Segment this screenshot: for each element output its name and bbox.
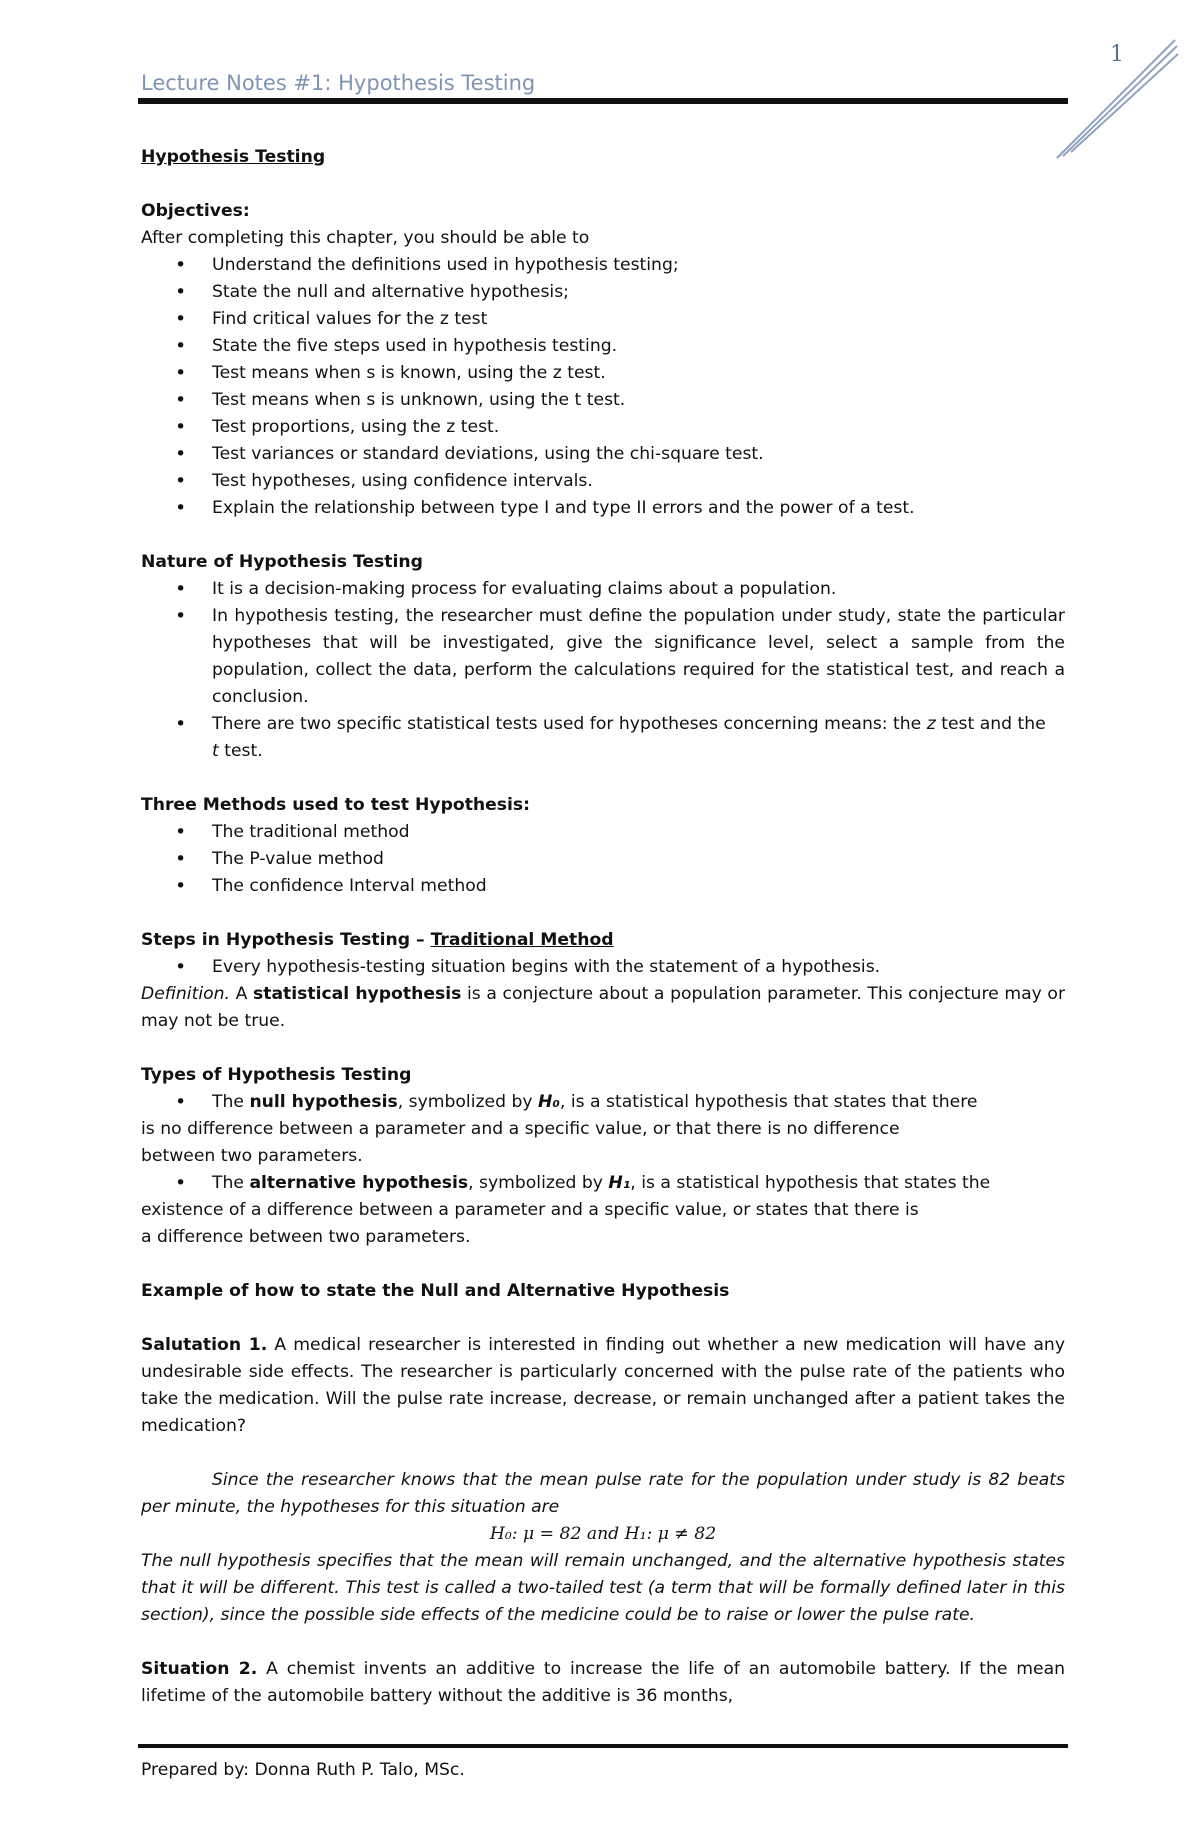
definition-label: Definition. <box>141 984 230 1004</box>
alternative-hypothesis-line: a difference between two parameters. <box>141 1227 471 1247</box>
page-content <box>141 144 1065 1710</box>
nature-item: • It is a decision-making process for evaluating claims about a population. <box>141 576 1065 603</box>
objective-item: • Find critical values for the z test <box>141 306 1065 333</box>
objective-item: • Test proportions, using the z test. <box>141 414 1065 441</box>
objectives-intro: After completing this chapter, you should be able to <box>141 228 590 248</box>
page-number: 1 <box>1110 42 1124 67</box>
types-list <box>141 1089 1065 1116</box>
alternative-hypothesis-item <box>141 1170 1065 1197</box>
nature-list <box>141 576 1065 765</box>
types-text: The <box>212 1092 250 1112</box>
null-hypothesis-term: null hypothesis <box>249 1092 398 1112</box>
nature-item: • In hypothesis testing, the researcher must define the population under study, state the particular hypotheses that will be investigated, give the significance level, select a sample from the population, collect the data, perform the calculations required for the statistical test, and reach a conclusion. <box>141 603 1065 711</box>
objective-item: • Test hypotheses, using confidence intervals. <box>141 468 1065 495</box>
definition-text: A <box>229 984 253 1004</box>
methods-list <box>141 819 1065 900</box>
method-item: • The traditional method <box>141 819 1065 846</box>
situation-1-paragraph <box>141 1332 1065 1440</box>
null-hypothesis-symbol: H₀ <box>538 1092 560 1112</box>
definition-term: statistical hypothesis <box>253 984 462 1004</box>
alternative-hypothesis-line: existence of a difference between a parameter and a specific value, or states that there is <box>141 1200 919 1220</box>
types-text: , is a statistical hypothesis that states the <box>630 1173 991 1193</box>
nature-item-text: There are two specific statistical tests used for hypotheses concerning means: the <box>212 714 927 734</box>
alternative-hypothesis-symbol: H₁ <box>608 1173 631 1193</box>
definition-paragraph <box>141 981 1065 1035</box>
definition-text: is a conjecture about a population parameter. This conjecture may or may not be true. <box>141 984 1066 1031</box>
situation-2-paragraph <box>141 1656 1065 1710</box>
header-title: Lecture Notes #1: Hypothesis Testing <box>141 71 536 95</box>
objective-item: • Explain the relationship between type I and type II errors and the power of a test. <box>141 495 1065 522</box>
t-symbol: t <box>212 741 219 761</box>
types-heading: Types of Hypothesis Testing <box>141 1065 412 1085</box>
page-title: Hypothesis Testing <box>141 147 326 167</box>
objectives-list <box>141 252 1065 522</box>
situation-1-text: A medical researcher is interested in finding out whether a new medication will have any undesirable side effects. The researcher is particularly concerned with the pulse rate of the patients who take the medication. Will the pulse rate increase, decrease, or remain unchanged after a patient takes the medication? <box>141 1335 1065 1436</box>
header-decoration-lines-icon <box>1055 36 1180 161</box>
objective-item: • Test means when s is unknown, using the t test. <box>141 387 1065 414</box>
steps-heading-prefix: Steps in Hypothesis Testing – <box>141 930 431 950</box>
header-divider <box>138 98 1068 104</box>
objective-item: • State the five steps used in hypothesis testing. <box>141 333 1065 360</box>
steps-heading <box>141 927 1065 954</box>
nature-item <box>141 711 1065 765</box>
types-list <box>141 1170 1065 1197</box>
types-text: , symbolized by <box>397 1092 538 1112</box>
objective-item: • Understand the definitions used in hypothesis testing; <box>141 252 1065 279</box>
objectives-heading: Objectives: <box>141 201 250 221</box>
alternative-hypothesis-term: alternative hypothesis <box>249 1173 469 1193</box>
steps-heading-method: Traditional Method <box>430 930 614 950</box>
null-hypothesis-item <box>141 1089 1065 1116</box>
footer-author: Prepared by: Donna Ruth P. Talo, MSc. <box>141 1760 465 1780</box>
z-symbol: z <box>926 714 936 734</box>
nature-item-text: test and the <box>935 714 1046 734</box>
types-text: , is a statistical hypothesis that states that there <box>559 1092 978 1112</box>
situation-2-label: Situation 2. <box>141 1659 258 1679</box>
situation-1-label: Salutation 1. <box>141 1335 268 1355</box>
null-hypothesis-line: between two parameters. <box>141 1146 363 1166</box>
nature-heading: Nature of Hypothesis Testing <box>141 552 423 572</box>
methods-heading: Three Methods used to test Hypothesis: <box>141 795 531 815</box>
objective-item: • State the null and alternative hypothesis; <box>141 279 1065 306</box>
objective-item: • Test means when s is known, using the z test. <box>141 360 1065 387</box>
situation-1-answer: Since the researcher knows that the mean pulse rate for the population under study is 82 beats per minute, the hypotheses for this situation are <box>141 1470 1065 1517</box>
types-text: The <box>212 1173 250 1193</box>
null-hypothesis-line: is no difference between a parameter and a specific value, or that there is no difference <box>141 1119 900 1139</box>
hypotheses-equation: H₀: μ = 82 and H₁: μ ≠ 82 <box>489 1524 717 1544</box>
steps-list <box>141 954 1065 981</box>
situation-1-explanation: The null hypothesis specifies that the mean will remain unchanged, and the alternative hypothesis states that it will be different. This test is called a two-tailed test (a term that will be formally defined later in this section), since the possible side effects of the medicine could be to raise or lower the pulse rate. <box>141 1551 1065 1625</box>
method-item: • The confidence Interval method <box>141 873 1065 900</box>
footer-divider <box>138 1744 1068 1748</box>
example-heading: Example of how to state the Null and Alternative Hypothesis <box>141 1281 730 1301</box>
objective-item: • Test variances or standard deviations, using the chi-square test. <box>141 441 1065 468</box>
situation-2-text: A chemist invents an additive to increase the life of an automobile battery. If the mean lifetime of the automobile battery without the additive is 36 months, <box>141 1659 1065 1706</box>
steps-item: • Every hypothesis-testing situation begins with the statement of a hypothesis. <box>141 954 1065 981</box>
types-text: , symbolized by <box>468 1173 609 1193</box>
method-item: • The P-value method <box>141 846 1065 873</box>
nature-item-text: test. <box>218 741 263 761</box>
